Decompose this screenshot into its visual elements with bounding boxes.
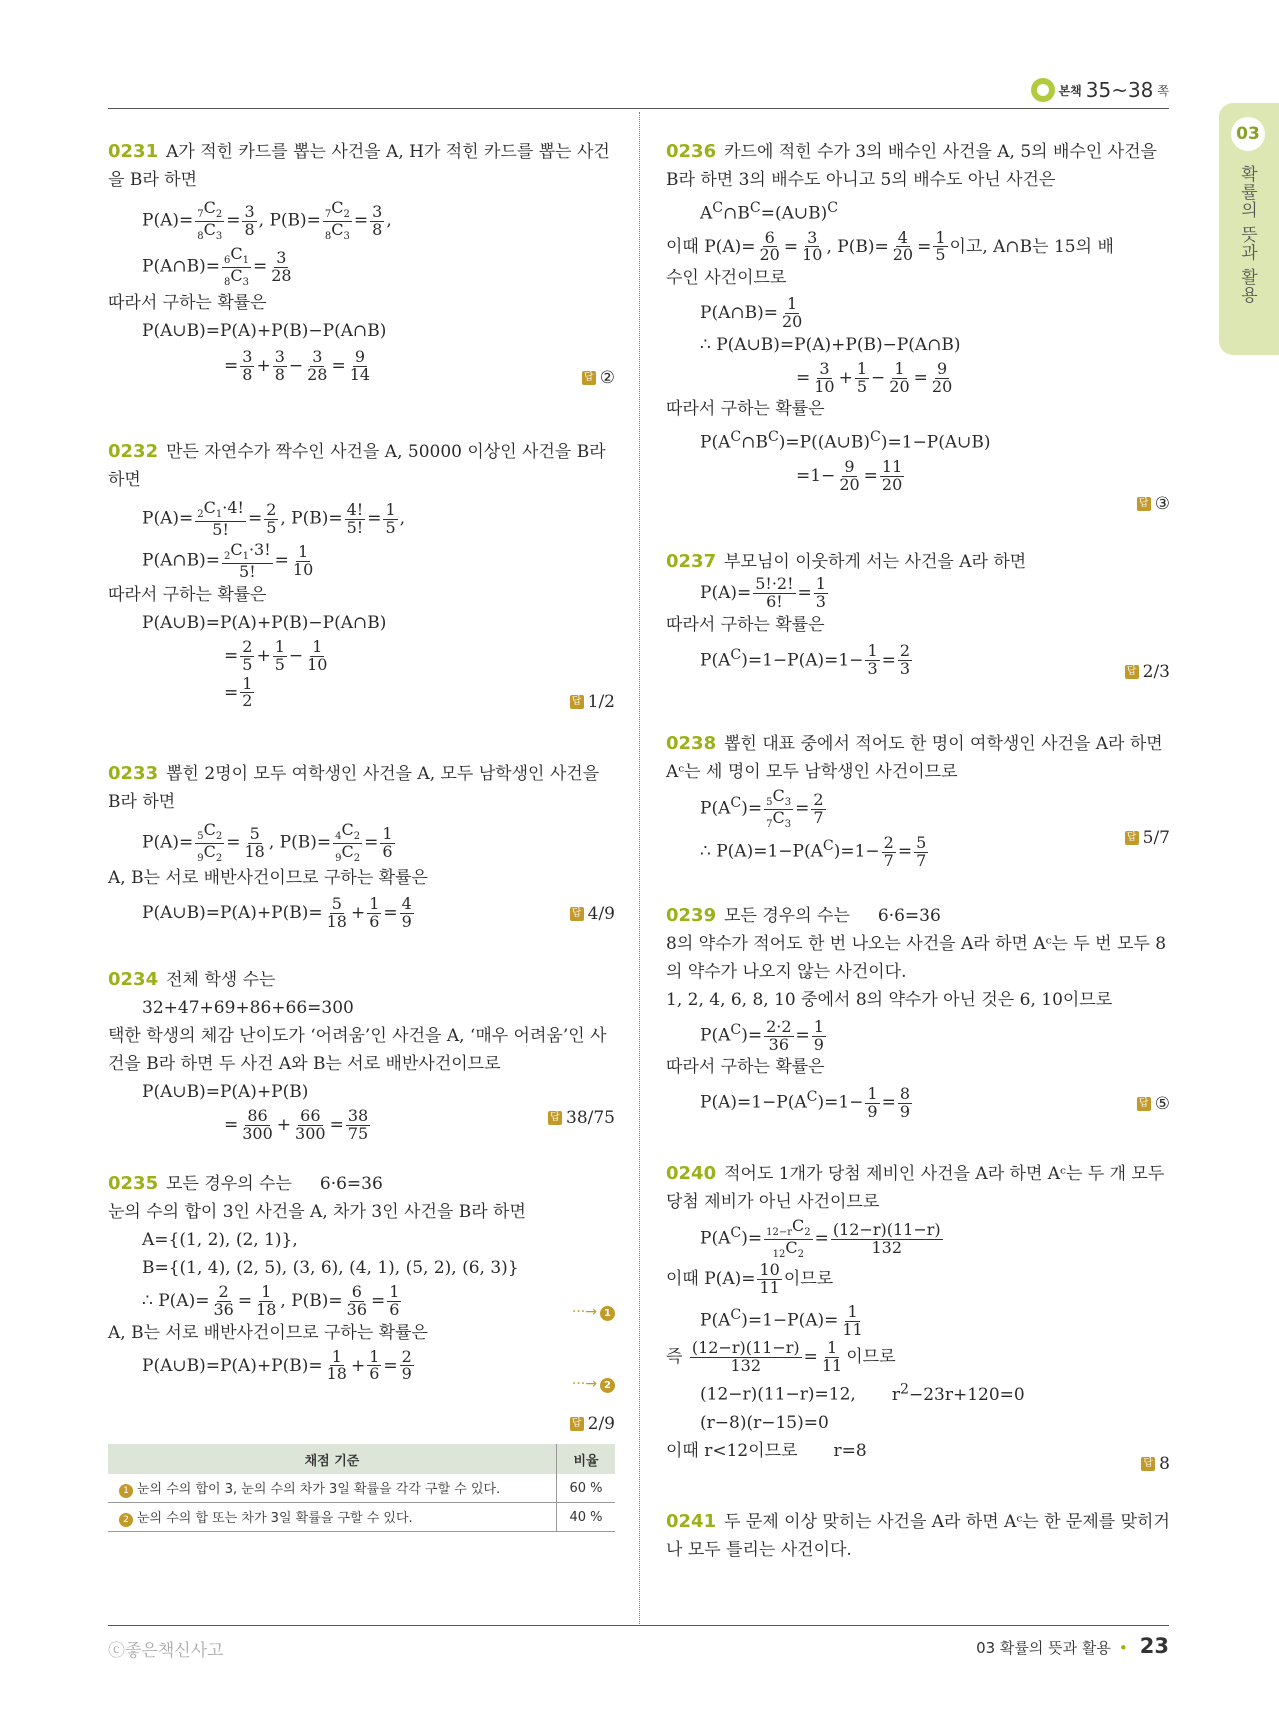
conclusion-text: 따라서 구하는 확률은 — [666, 1057, 825, 1078]
page-range: 35~38 — [1085, 78, 1154, 102]
problem-0234: 0234 전체 학생 수는 32+47+69+86+66=300 택한 학생의 체감 난이도가 ‘어려움’인 사건을 A, ‘매우 어려움’인 사건을 B라 하면 두 사건 A와 B는 서로 배반사건이므로 P(A∪B)=P(A)+P(B) = $\frac{86}{300}$ + $\frac{66}{300}$ = $\frac{38}{75}$ 답 38/75 — [108, 969, 615, 1143]
left-column — [108, 138, 615, 1532]
problem-0235: 0235 모든 경우의 수는 6·6=36 눈의 수의 합이 3인 사건을 A, 차가 3인 사건을 B라 하면 A={(1, 2), (2, 1)}, B={(1, 4), (2, 5), (3, 6), (4, 1), (5, 2), (6, 3)} ∴ P(A)= $\frac{2}{36}$ = $\frac{1}{18}$ , P(B)= $\frac{6}{36}$ = $\frac{1}{6}$ A, B는 서로 배반사건이므로 구하는 확률은 P(A∪B)=P(A)+P(B)= $\frac{1}{18}$ + $\frac{1}{6}$ = $\frac{2}{9}$ ···→ 1 ···→ 2 답 2/9 — [108, 1170, 615, 1440]
problem-text: 카드에 적힌 수가 3의 배수인 사건을 A, 5의 배수인 사건을 B라 하면 3의 배수도 아니고 5의 배수도 아닌 사건은 — [666, 142, 1157, 190]
problem-0238: 0238 뽑힌 대표 중에서 적어도 한 명이 여학생인 사건을 A라 하면 Aᶜ는 세 명이 모두 남학생인 사건이므로 $P(A^C)=$ $\frac{_5C_3}{_7C_3}$ = $\frac{2}{7}$ ∴ $P(A)=1-P(A^C)=1-$ $\frac{2}{7}$ = $\frac{5}{7}$ 답 5/7 — [666, 733, 1170, 871]
answer-icon: 답 — [1141, 1457, 1155, 1471]
note-text: A, B는 서로 배반사건이므로 구하는 확률은 — [108, 1322, 428, 1343]
page-unit: 쪽 — [1157, 83, 1169, 98]
problem-text: A가 적힌 카드를 뽑는 사건을 A, H가 적힌 카드를 뽑는 사건을 B라 하면 — [108, 142, 610, 190]
step-marker-2: ···→ 2 — [572, 1370, 615, 1398]
column-divider — [639, 112, 640, 1624]
answer — [1137, 490, 1170, 518]
answer — [570, 688, 615, 716]
footer-chapter-info: 03 확률의 뜻과 활용 • 23 — [976, 1634, 1169, 1658]
problem-number: 0239 — [666, 905, 717, 926]
problem-number: 0231 — [108, 141, 159, 162]
set-b: B={(1, 4), (2, 5), (3, 6), (4, 1), (5, 2), (6, 3)} — [142, 1258, 519, 1278]
note-text: A, B는 서로 배반사건이므로 구하는 확률은 — [108, 868, 428, 889]
problem-number: 0234 — [108, 969, 159, 990]
problem-0233: 0233 뽑힌 2명이 모두 여학생인 사건을 A, 모두 남학생인 사건을 B라 하면 P(A)= $\frac{_5C_2}{_9C_2}$ = $\frac{5}{18}$ , P(B)= $\frac{_4C_2}{_9C_2}$ = $\frac{1}{6}$ A, B는 서로 배반사건이므로 구하는 확률은 P(A∪B)=P(A)+P(B)= $\frac{5}{18}$ + $\frac{1}{6}$ = $\frac{4}{9}$ 답 4/9 — [108, 763, 615, 932]
answer-value: 2/9 — [587, 1414, 615, 1434]
problem-number: 0232 — [108, 441, 159, 462]
answer — [548, 1104, 615, 1132]
conclusion-text: 따라서 구하는 확률은 — [666, 399, 825, 420]
answer — [1125, 658, 1170, 686]
problem-text-2: 8의 약수가 적어도 한 번 나오는 사건을 A라 하면 Aᶜ는 두 번 모두 8의 약수가 나오지 않는 사건이다. — [666, 934, 1167, 982]
answer-value: 4/9 — [587, 904, 615, 924]
problem-text-2: 수인 사건이므로 — [666, 268, 787, 289]
problem-0241 — [666, 1508, 1170, 1564]
problem-text: 적어도 1개가 당첨 제비인 사건을 A라 하면 Aᶜ는 두 개 모두 당첨 제비가 아닌 사건이므로 — [666, 1164, 1165, 1212]
answer-icon: 답 — [570, 695, 584, 709]
answer — [570, 900, 615, 928]
arrow-icon — [1031, 78, 1055, 102]
problem-number: 0236 — [666, 141, 717, 162]
problem-number: 0237 — [666, 551, 717, 572]
answer-value: ⑤ — [1154, 1094, 1170, 1114]
textbook-reference — [1031, 78, 1169, 102]
chapter-number: 03 — [1231, 117, 1265, 151]
problem-text: 두 문제 이상 맞히는 사건을 A라 하면 Aᶜ는 한 문제를 맞히거나 모두 틀리는 사건이다. — [666, 1512, 1170, 1560]
answer-value: 38/75 — [566, 1108, 615, 1128]
step-number: 2 — [600, 1378, 615, 1393]
answer — [1137, 1090, 1170, 1118]
criteria-text: 눈의 수의 합이 3, 눈의 수의 차가 3일 확률을 각각 구할 수 있다. — [137, 1482, 501, 1497]
answer-icon: 답 — [1137, 1097, 1151, 1111]
answer-icon: 답 — [1125, 665, 1139, 679]
ratio-header: 비율 — [557, 1444, 616, 1474]
conclusion-text: 따라서 구하는 확률은 — [108, 292, 267, 313]
problem-text: 부모님이 이웃하게 서는 사건을 A라 하면 — [724, 552, 1027, 572]
answer-value: ③ — [1154, 494, 1170, 514]
problem-0237: 0237 부모님이 이웃하게 서는 사건을 A라 하면 P(A)= $\frac{5!\cdot 2!}{6!}$ = $\frac{1}{3}$ 따라서 구하는 확률은 $P(A^C)=1-P(A)=1-$ $\frac{1}{3}$ = $\frac{2}{3}$ 답 2/3 — [666, 548, 1170, 698]
book-label: 본책 — [1058, 83, 1082, 98]
criteria-ratio: 60 % — [557, 1474, 616, 1503]
problem-0239: 0239 모든 경우의 수는 6·6=36 8의 약수가 적어도 한 번 나오는 사건을 A라 하면 Aᶜ는 두 번 모두 8의 약수가 나오지 않는 사건이다. 1, 2, 4, 6, 8, 10 중에서 8의 약수가 아닌 것은 6, 10이므로 $P(A^C)=$ $\frac{2\cdot 2}{36}$ = $\frac{1}{9}$ 따라서 구하는 확률은 $P(A)=1-P(A^C)=1-$ $\frac{1}{9}$ = $\frac{8}{9}$ 답 ⑤ — [666, 905, 1170, 1122]
set-a: A={(1, 2), (2, 1)}, — [142, 1230, 298, 1250]
problem-text: 만든 자연수가 짝수인 사건을 A, 50000 이상인 사건을 B라 하면 — [108, 442, 606, 490]
problem-0231: 0231 A가 적힌 카드를 뽑는 사건을 A, H가 적힌 카드를 뽑는 사건을 B라 하면 P(A)= $\frac{_7C_2}{_8C_3}$ = $\frac{3}{8}$ , P(B)= $\frac{_7C_2}{_8C_3}$ = $\frac{3}{8}$ , P(A∩B)= $\frac{_6C_1}{_8C_3}$ = $\frac{3}{28}$ 따라서 구하는 확률은 P(A∪B)=P(A)+P(B)−P(A∩B) = $\frac{3}{8}$ + $\frac{3}{8}$ − $\frac{3}{28}$ = $\frac{9}{14}$ 답 ② — [108, 138, 615, 400]
right-column — [666, 138, 1170, 1564]
answer-value: ② — [599, 368, 615, 388]
problem-text-2: 눈의 수의 합이 3인 사건을 A, 차가 3인 사건을 B라 하면 — [108, 1202, 526, 1222]
cases-text: 6·6=36 — [319, 1174, 383, 1194]
step-number: 1 — [600, 1306, 615, 1321]
conclusion-text: 따라서 구하는 확률은 — [666, 614, 825, 635]
problem-0240: 0240 적어도 1개가 당첨 제비인 사건을 A라 하면 Aᶜ는 두 개 모두 당첨 제비가 아닌 사건이므로 $P(A^C)=$ $\frac{_{12-r}C_2}{_{12}C_2}$ = $\frac{(12-r)(11-r)}{132}$ 이때 P(A)= $\frac{10}{11}$ 이므로 $P(A^C)=1-P(A)=$ $\frac{1}{11}$ 즉 $\frac{(12-r)(11-r)}{132}$ = $\frac{1}{11}$ 이므로 (12−r)(11−r)=12, $r^2-23r+120=0$ (r−8)(r−15)=0 이때 r<12이므로 r=8 답 8 — [666, 1160, 1170, 1480]
page-number: 23 — [1139, 1634, 1169, 1658]
page-footer — [108, 1625, 1169, 1661]
chapter-tab[interactable] — [1219, 103, 1279, 355]
sum-text: 32+47+69+86+66=300 — [142, 998, 354, 1018]
answer-value: 5/7 — [1142, 828, 1170, 848]
problem-number: 0241 — [666, 1511, 717, 1532]
answer-value: 2/3 — [1142, 662, 1170, 682]
problem-number: 0235 — [108, 1173, 159, 1194]
answer-icon: 답 — [582, 371, 596, 385]
problem-number: 0233 — [108, 763, 159, 784]
answer-icon: 답 — [1125, 831, 1139, 845]
page-header — [108, 78, 1169, 109]
table-row — [108, 1503, 615, 1532]
answer-icon: 답 — [570, 907, 584, 921]
footer-chapter: 03 확률의 뜻과 활용 — [976, 1639, 1111, 1657]
criteria-text: 눈의 수의 합 또는 차가 3일 확률을 구할 수 있다. — [137, 1511, 413, 1526]
grading-criteria-table — [108, 1444, 615, 1532]
answer — [1141, 1450, 1170, 1478]
answer — [1125, 824, 1170, 852]
criteria-marker: 2 — [119, 1513, 133, 1527]
answer-icon: 답 — [570, 1417, 584, 1431]
problem-text: 뽑힌 대표 중에서 적어도 한 명이 여학생인 사건을 A라 하면 Aᶜ는 세 명이 모두 남학생인 사건이므로 — [666, 734, 1163, 782]
criteria-header: 채점 기준 — [108, 1444, 557, 1474]
problem-0232: 0232 만든 자연수가 짝수인 사건을 A, 50000 이상인 사건을 B라 하면 P(A)= $\frac{_2C_1\cdot 4!}{5!}$ = $\frac{2}{5}$ , P(B)= $\frac{4!}{5!}$ = $\frac{1}{5}$ , P(A∩B)= $\frac{_2C_1\cdot 3!}{5!}$ = $\frac{1}{10}$ 따라서 구하는 확률은 P(A∪B)=P(A)+P(B)−P(A∩B) = $\frac{2}{5}$ + $\frac{1}{5}$ − $\frac{1}{10}$ = $\frac{1}{2}$ 답 1/2 — [108, 438, 615, 730]
answer-value: 8 — [1159, 1454, 1170, 1474]
problem-text-2: 택한 학생의 체감 난이도가 ‘어려움’인 사건을 A, ‘매우 어려움’인 사건을 B라 하면 두 사건 A와 B는 서로 배반사건이므로 — [108, 1026, 607, 1074]
answer — [570, 1410, 615, 1438]
answer-icon: 답 — [548, 1111, 562, 1125]
chapter-title: 확률의 뜻과 활용 — [1237, 165, 1257, 304]
conclusion-text: 따라서 구하는 확률은 — [108, 584, 267, 605]
problem-text: 전체 학생 수는 — [166, 970, 276, 990]
cases-text: 6·6=36 — [877, 906, 941, 926]
problem-text: 모든 경우의 수는 — [724, 906, 850, 926]
criteria-marker: 1 — [119, 1484, 133, 1498]
answer — [582, 364, 615, 392]
copyright: ⓒ좋은책신사고 — [108, 1641, 224, 1661]
problem-0236: 0236 카드에 적힌 수가 3의 배수인 사건을 A, 5의 배수인 사건을 B라 하면 3의 배수도 아니고 5의 배수도 아닌 사건은 $A^C\cap B^C=(A\cup B)^C$ 이때 P(A)= $\frac{6}{20}$ = $\frac{3}{10}$ , P(B)= $\frac{4}{20}$ = $\frac{1}{5}$ 이고, A∩B는 15의 배 수인 사건이므로 P(A∩B)= $\frac{1}{20}$ ∴ P(A∪B)=P(A)+P(B)−P(A∩B) = $\frac{3}{10}$ + $\frac{1}{5}$ − $\frac{1}{20}$ = $\frac{9}{20}$ 따라서 구하는 확률은 $P(A^C\cap B^C)=P((A\cup B)^C)=1-P(A\cup B)$ =1− $\frac{9}{20}$ = $\frac{11}{20}$ 답 ③ — [666, 138, 1170, 524]
problem-text-3: 1, 2, 4, 6, 8, 10 중에서 8의 약수가 아닌 것은 6, 10이므로 — [666, 990, 1113, 1010]
problem-number: 0240 — [666, 1163, 717, 1184]
answer-value: 1/2 — [587, 692, 615, 712]
step-marker-1: ···→ 1 — [572, 1298, 615, 1326]
criteria-ratio: 40 % — [557, 1503, 616, 1532]
problem-text: 모든 경우의 수는 — [166, 1174, 292, 1194]
problem-number: 0238 — [666, 733, 717, 754]
problem-text: 뽑힌 2명이 모두 여학생인 사건을 A, 모두 남학생인 사건을 B라 하면 — [108, 764, 600, 812]
answer-icon: 답 — [1137, 497, 1151, 511]
table-row — [108, 1474, 615, 1503]
